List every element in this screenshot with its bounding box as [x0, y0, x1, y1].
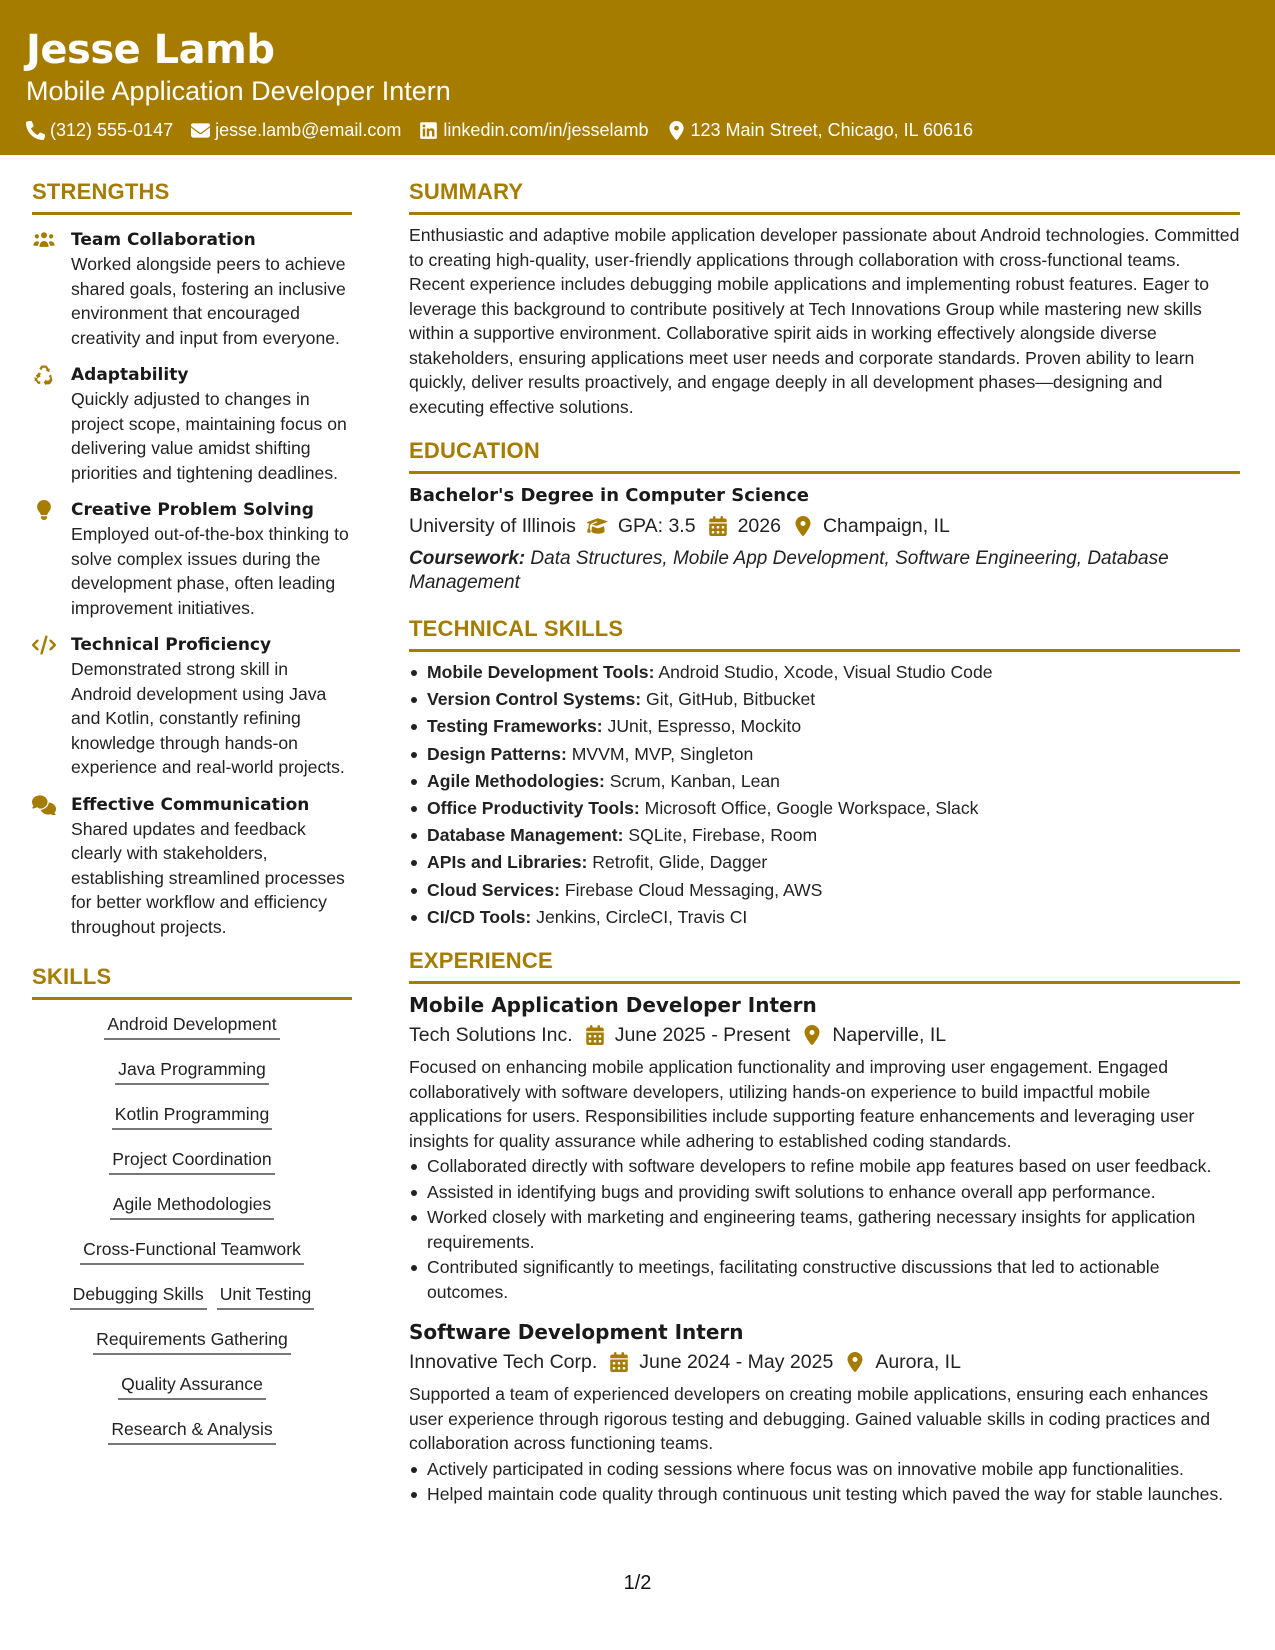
strength-item [32, 793, 352, 940]
candidate-title: Mobile Application Developer Intern [26, 76, 451, 106]
coursework [409, 547, 1240, 595]
strength-item [32, 633, 352, 780]
strength-desc: Worked alongside peers to achieve shared goals, fostering an inclusive environment that encouraged creativity and input from everyone. [71, 254, 346, 348]
skill-chip: Agile Methodologies [110, 1192, 274, 1220]
technical-skills-title: TECHNICAL SKILLS [409, 616, 624, 641]
tech-label: Design Patterns: [427, 743, 567, 764]
job-bullets [409, 1457, 1240, 1507]
strength-item [32, 363, 352, 485]
tech-label: Office Productivity Tools: [427, 798, 640, 819]
school-location: Champaign, IL [822, 515, 950, 537]
email-text: jesse.lamb@email.com [215, 120, 402, 140]
gpa-text: GPA: 3.5 [617, 515, 696, 537]
list-item [409, 659, 1240, 686]
strength-name: Technical Proficiency [71, 635, 272, 655]
job-meta [409, 1348, 1240, 1376]
skill-chip: Requirements Gathering [93, 1327, 291, 1355]
tech-value: MVVM, MVP, Singleton [571, 743, 754, 764]
page-number: 1/2 [623, 1572, 652, 1594]
list-item: Helped maintain code quality through continuous unit testing which paved the way for stable launches. [409, 1482, 1240, 1507]
calendar-icon [707, 516, 729, 536]
list-item: Assisted in identifying bugs and providing swift solutions to enhance overall app performance. [409, 1180, 1240, 1205]
strength-name: Creative Problem Solving [71, 500, 314, 520]
skill-chip: Quality Assurance [118, 1372, 266, 1400]
contact-bar [26, 118, 1249, 142]
education-title: EDUCATION [409, 438, 540, 463]
list-item: Actively participated in coding sessions where focus was on innovative mobile app functionalities. [409, 1457, 1240, 1482]
skill-chip: Project Coordination [109, 1147, 274, 1175]
job-dates: June 2025 - Present [614, 1024, 791, 1047]
experience-title: EXPERIENCE [409, 948, 553, 974]
degree-title: Bachelor's Degree in Computer Science [409, 485, 809, 506]
map-marker-icon [667, 121, 686, 140]
summary-title: SUMMARY [409, 179, 524, 204]
code-icon [32, 635, 56, 655]
skill-chip: Java Programming [115, 1057, 269, 1085]
skill-chip: Android Development [104, 1012, 279, 1040]
map-marker-icon [792, 516, 814, 536]
technical-skills-section [409, 615, 1240, 931]
list-item [409, 795, 1240, 822]
tech-label: Version Control Systems: [427, 689, 642, 710]
strengths-title: STRENGTHS [32, 179, 170, 204]
phone-icon [26, 121, 45, 140]
list-item [409, 741, 1240, 768]
skills-title: SKILLS [32, 964, 112, 989]
contact-address [667, 118, 974, 142]
skill-chip: Cross-Functional Teamwork [80, 1237, 304, 1265]
job-location: Naperville, IL [832, 1024, 947, 1047]
tech-label: Agile Methodologies: [427, 770, 605, 791]
list-item [409, 768, 1240, 795]
job-role: Mobile Application Developer Intern [409, 993, 817, 1018]
recycle-icon [32, 365, 56, 385]
skill-chip: Debugging Skills [70, 1282, 207, 1310]
strength-desc: Shared updates and feedback clearly with stakeholders, establishing streamlined processes for better workflow and efficiency throughout projects. [71, 818, 345, 937]
candidate-name: Jesse Lamb [26, 27, 275, 73]
job-location: Aurora, IL [875, 1351, 961, 1374]
summary-text: Enthusiastic and adaptive mobile application developer passionate about Android technologies. Committed to creating high-quality, user-friendly applications through collaboration with cross-functional teams. Recent experience includes debugging mobile applications and implementing robust features. Eager to leverage this background to contribute positively at Tech Innovations Group while mastering new skills within a supportive environment. Collaborative spirit aids in working effectively alongside diverse stakeholders, ensuring applications meet user needs and corporate standards. Proven ability to learn quickly, deliver results proactively, and engage deeply in all development phases—designing and executing effective solutions. [409, 225, 1240, 417]
phone-text: (312) 555-0147 [50, 120, 174, 140]
strength-desc: Quickly adjusted to changes in project scope, maintaining focus on delivering value amidst shifting priorities and tightening deadlines. [71, 389, 347, 483]
list-item [409, 849, 1240, 876]
tech-value: JUnit, Espresso, Mockito [607, 716, 802, 737]
linkedin-icon [419, 121, 438, 140]
linkedin-text: linkedin.com/in/jesselamb [443, 120, 649, 140]
job-description: Focused on enhancing mobile application functionality and improving user engagement. Engaged collaboratively with software developers, utilizing hands-on experience to build impactful mobile applications for users. Responsibilities include supporting feature enhancements and leveraging user insights for quality assurance while adhering to established coding standards. [409, 1057, 1195, 1151]
school-name: University of Illinois [409, 515, 576, 537]
job-entry [409, 1318, 1240, 1507]
experience-section [409, 947, 1240, 1507]
strengths-divider [32, 212, 352, 215]
contact-phone [26, 118, 173, 142]
strength-item [32, 498, 352, 620]
experience-divider [409, 981, 1240, 984]
job-bullets [409, 1154, 1240, 1304]
strength-desc: Demonstrated strong skill in Android development using Java and Kotlin, constantly refining knowledge through hands-on experience and real-world projects. [71, 659, 345, 777]
right-column [409, 178, 1240, 1507]
strength-item [32, 228, 352, 350]
job-description: Supported a team of experienced developers on creating mobile applications, ensuring each enhances user experience through rigorous testing and debugging. Gained valuable skills in coding practices and collaboration across functioning teams. [409, 1384, 1211, 1454]
list-item [409, 713, 1240, 740]
strength-desc: Employed out-of-the-box thinking to solve complex issues during the development phase, often leading improvement initiatives. [71, 524, 349, 618]
list-item: Collaborated directly with software developers to refine mobile app features based on user feedback. [409, 1154, 1240, 1179]
tech-value: Git, GitHub, Bitbucket [646, 689, 816, 710]
skill-chip: Kotlin Programming [112, 1102, 273, 1130]
summary-divider [409, 212, 1240, 215]
list-item [409, 822, 1240, 849]
education-divider [409, 471, 1240, 474]
graduation-cap-icon [587, 516, 609, 536]
tech-value: Scrum, Kanban, Lean [609, 770, 780, 791]
tech-value: Retrofit, Glide, Dagger [592, 852, 768, 873]
list-item [409, 904, 1240, 931]
list-item [409, 686, 1240, 713]
company-name: Tech Solutions Inc. [409, 1024, 573, 1047]
strength-name: Adaptability [71, 365, 189, 385]
tech-value: SQLite, Firebase, Room [628, 825, 818, 846]
lightbulb-icon [32, 500, 56, 520]
job-dates: June 2024 - May 2025 [639, 1351, 834, 1374]
skill-chip: Unit Testing [217, 1282, 315, 1310]
education-meta [409, 512, 1240, 540]
tech-value: Android Studio, Xcode, Visual Studio Code [658, 662, 993, 682]
job-meta [409, 1021, 1240, 1049]
comments-icon [32, 795, 56, 815]
strength-name: Effective Communication [71, 794, 310, 815]
job-role: Software Development Intern [409, 1320, 744, 1345]
calendar-icon [608, 1352, 630, 1372]
technical-skills-list [409, 659, 1240, 931]
tech-label: Mobile Development Tools: [427, 662, 655, 682]
left-column [32, 178, 352, 1462]
tech-label: Database Management: [427, 825, 624, 846]
tech-label: CI/CD Tools: [427, 906, 532, 927]
list-item: Contributed significantly to meetings, facilitating constructive discussions that led to actionable outcomes. [409, 1255, 1240, 1304]
map-marker-icon [844, 1352, 866, 1372]
envelope-icon [191, 121, 210, 140]
map-marker-icon [801, 1025, 823, 1045]
tech-label: APIs and Libraries: [427, 852, 588, 873]
list-item [409, 877, 1240, 904]
technical-skills-divider [409, 649, 1240, 652]
skill-chip: Research & Analysis [108, 1417, 275, 1445]
company-name: Innovative Tech Corp. [409, 1351, 598, 1374]
resume-header [0, 0, 1275, 155]
contact-email[interactable] [191, 118, 401, 142]
tech-value: Firebase Cloud Messaging, AWS [564, 879, 823, 900]
education-section [409, 437, 1240, 595]
job-entry [409, 991, 1240, 1304]
skills-list [32, 1012, 352, 1462]
skills-divider [32, 997, 352, 1000]
tech-value: Microsoft Office, Google Workspace, Slack [644, 798, 979, 819]
coursework-label: Coursework: [409, 548, 526, 569]
tech-value: Jenkins, CircleCI, Travis CI [536, 906, 748, 927]
tech-label: Cloud Services: [427, 879, 560, 900]
contact-linkedin[interactable] [419, 118, 648, 142]
list-item: Worked closely with marketing and engineering teams, gathering necessary insights for application requirements. [409, 1205, 1240, 1254]
users-icon [32, 230, 56, 250]
coursework-text: Data Structures, Mobile App Development, Software Engineering, Database Management [409, 548, 1169, 593]
strength-name: Team Collaboration [71, 230, 256, 250]
tech-label: Testing Frameworks: [427, 716, 603, 737]
graduation-year: 2026 [737, 515, 781, 537]
calendar-icon [584, 1025, 606, 1045]
address-text: 123 Main Street, Chicago, IL 60616 [690, 120, 974, 140]
